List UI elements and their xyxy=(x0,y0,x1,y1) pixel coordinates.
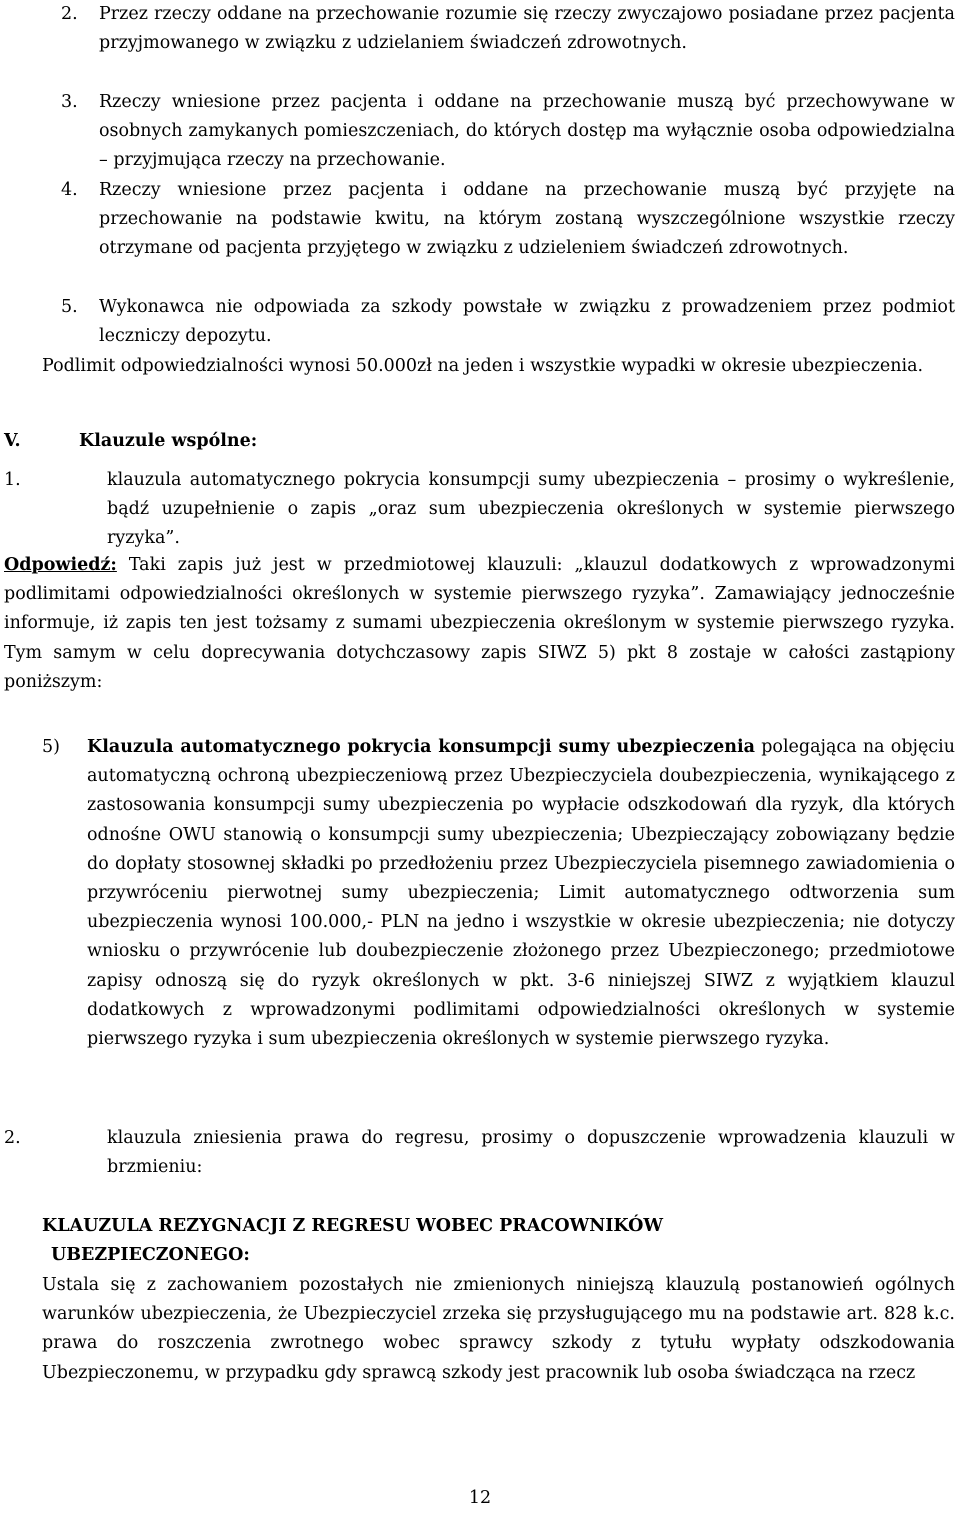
clause-number: 5) xyxy=(42,737,60,757)
answer-text: Taki zapis już jest w przedmiotowej klauzuli: „klauzul dodatkowych z wprowadzonymi podlimitami odpowiedzialności określonych w systemie pierwszego ryzyka”. Zamawiający jednocześnie informuje, iż zapis ten jest tożsamy z sumami ubezpieczenia określonym w systemie pierwszego ryzyka. Tym samym w celu doprecywania dotychczasowy zapis SIWZ 5) pkt 8 zostaje w całości zastąpiony poniższym: xyxy=(4,555,955,692)
list-item-text: Rzeczy wniesione przez pacjenta i oddane na przechowanie muszą być przyjęte na przechowanie na podstawie kwitu, na którym zostaną wyszczególnione wszystkie rzeczy otrzymane od pacjenta przyjętego w związku z udzieleniem świadczeń zdrowotnych. xyxy=(99,180,955,259)
question-number: 1. xyxy=(4,470,21,490)
question-number: 2. xyxy=(4,1128,21,1148)
page-number: 12 xyxy=(468,1488,492,1508)
list-item-text: Wykonawca nie odpowiada za szkody powstałe w związku z prowadzeniem przez podmiot leczniczy depozytu. xyxy=(99,297,955,347)
list-number: 5. xyxy=(61,297,78,317)
sublimit-paragraph: Podlimit odpowiedzialności wynosi 50.000zł na jeden i wszystkie wypadki w okresie ubezpieczenia. xyxy=(42,356,924,376)
list-number: 4. xyxy=(61,180,78,200)
list-item-text: Rzeczy wniesione przez pacjenta i oddane na przechowanie muszą być przechowywane w osobnych zamykanych pomieszczeniach, do których dostęp ma wyłącznie osoba odpowiedzialna – przyjmująca rzeczy na przechowanie. xyxy=(99,92,955,171)
list-number: 2. xyxy=(61,4,78,24)
clause-text: polegająca na objęciu automatyczną ochroną ubezpieczeniową przez Ubezpieczyciela doubezpieczenia, wynikającego z zastosowania konsumpcji sumy ubezpieczenia po wypłacie odszkodowań dla ryzyk, dla których odnośne OWU stanowią o konsumpcji sumy ubezpieczenia; Ubezpieczający zobowiązany będzie do dopłaty stosownej składki po przedłożeniu przez Ubezpieczyciela pisemnego zawiadomienia o przywróceniu pierwotnej sumy ubezpieczenia; Limit automatycznego odtworzenia sum ubezpieczenia wynosi 100.000,- PLN na jedno i wszystkie w okresie ubezpieczenia; nie dotyczy wniosku o przywrócenie lub doubezpieczenie złożonego przez Ubezpieczonego; przedmiotowe zapisy odnoszą się do ryzyk określonych w pkt. 3-6 niniejszej SIWZ z wyjątkiem klauzul dodatkowych z wprowadzonymi podlimitami odpowiedzialności określonych w systemie pierwszego ryzyka i sum ubezpieczenia określonych w systemie pierwszego ryzyka. xyxy=(87,737,955,1050)
clause-heading-line2: UBEZPIECZONEGO: xyxy=(51,1245,250,1265)
section-title: Klauzule wspólne: xyxy=(79,431,258,451)
clause-body: Ustala się z zachowaniem pozostałych nie zmienionych niniejszą klauzulą postanowień ogólnych warunków ubezpieczenia, że Ubezpieczyciel zrzeka się przysługującego mu na podstawie art. 828 k.c. prawa do roszczenia zwrotnego wobec sprawcy szkody z tytułu wypłaty odszkodowania Ubezpieczonemu, w przypadku gdy sprawcą szkody jest pracownik lub osoba świadcząca na rzecz xyxy=(42,1275,955,1383)
list-item-text: Przez rzeczy oddane na przechowanie rozumie się rzeczy zwyczajowo posiadane przez pacjenta przyjmowanego w związku z udzielaniem świadczeń zdrowotnych. xyxy=(99,4,955,54)
answer-paragraph xyxy=(4,551,955,697)
question-text: klauzula automatycznego pokrycia konsumpcji sumy ubezpieczenia – prosimy o wykreślenie, bądź uzupełnienie o zapis „oraz sum ubezpieczenia określonych w systemie pierwszego ryzyka”. xyxy=(107,470,955,549)
list-number: 3. xyxy=(61,92,78,112)
clause-title: Klauzula automatycznego pokrycia konsumpcji sumy ubezpieczenia xyxy=(87,737,755,757)
clause-heading-line1: KLAUZULA REZYGNACJI Z REGRESU WOBEC PRACOWNIKÓW xyxy=(42,1216,664,1236)
answer-label: Odpowiedź: xyxy=(4,555,117,575)
clause-paragraph xyxy=(87,733,955,1054)
section-number: V. xyxy=(4,431,21,451)
question-text: klauzula zniesienia prawa do regresu, prosimy o dopuszczenie wprowadzenia klauzuli w brzmieniu: xyxy=(107,1128,955,1178)
